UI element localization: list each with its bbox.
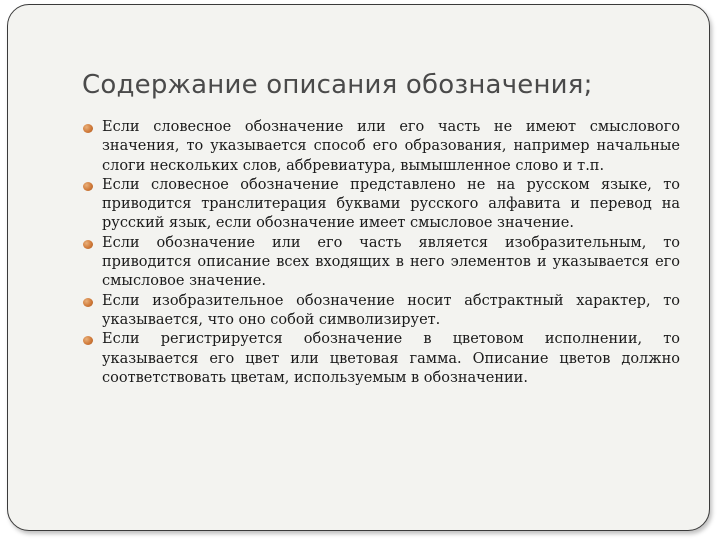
bullet-text-2: Если словесное обозначение представлено не на русском языке, то приводится транслитерация буквами русского алфавита и перевод на русский язык, если обозначение имеет смысловое значение. (102, 176, 680, 232)
bullet-text-3: Если обозначение или его часть является изобразительным, то приводится описание всех входящих в него элементов и указывается его смысловое значение. (102, 234, 680, 290)
bullet-dot-icon (83, 124, 93, 133)
bullet-item-3 (82, 234, 680, 292)
slide-title: Содержание описания обозначения; (82, 70, 593, 100)
bullet-dot-icon (83, 182, 93, 191)
bullet-dot-icon (83, 336, 93, 345)
bullet-dot-icon (83, 240, 93, 249)
bullet-item-1 (82, 118, 680, 176)
bullet-text-4: Если изобразительное обозначение носит абстрактный характер, то указывается, что оно собой символизирует. (102, 292, 680, 328)
bullet-dot-icon (83, 298, 93, 307)
bullet-item-2 (82, 176, 680, 234)
bullet-list (82, 118, 680, 388)
bullet-text-5: Если регистрируется обозначение в цветовом исполнении, то указывается его цвет или цветовая гамма. Описание цветов должно соответствовать цветам, используемым в обозначении. (102, 331, 680, 386)
bullet-text-1: Если словесное обозначение или его часть не имеют смыслового значения, то указывается способ его образования, например начальные слоги нескольких слов, аббревиатура, вымышленное слово и т.п. (102, 119, 680, 174)
bullet-item-5 (82, 330, 680, 388)
bullet-item-4 (82, 292, 680, 331)
